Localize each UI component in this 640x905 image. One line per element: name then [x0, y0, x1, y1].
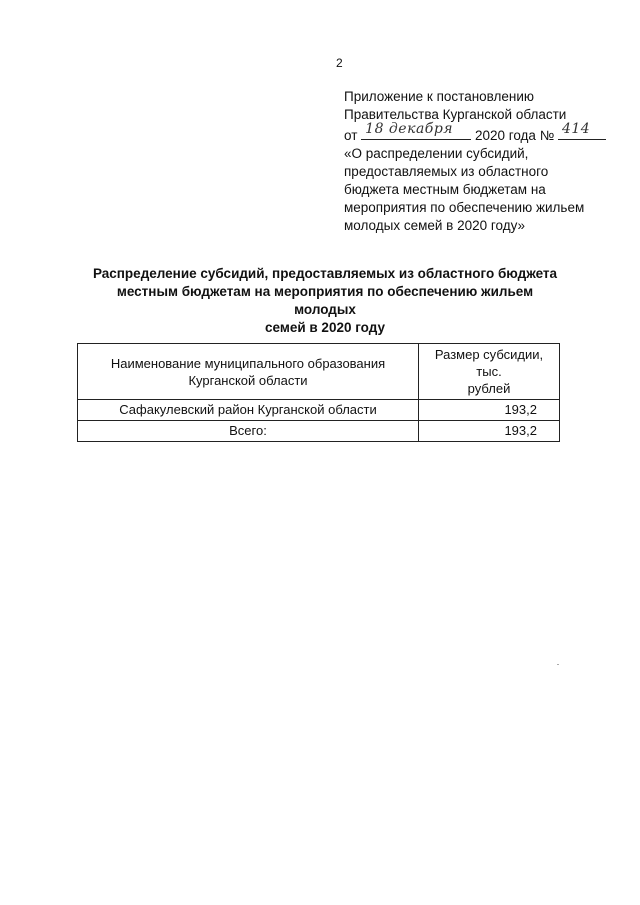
appendix-line-8: молодых семей в 2020 году»: [344, 218, 525, 233]
header-municipality-line-1: Наименование муниципального образования: [110, 355, 386, 371]
appendix-line-7: мероприятия по обеспечению жильем: [344, 200, 585, 215]
total-amount: 193,2: [419, 421, 560, 442]
row-municipality: Сафакулевский район Курганской области: [78, 400, 419, 421]
title-line-1: Распределение субсидий, предоставляемых из областного бюджета: [92, 266, 558, 281]
table-header-row: [78, 344, 560, 400]
appendix-block: [344, 88, 614, 235]
appendix-line-5: предоставляемых из областного: [344, 164, 549, 179]
page-number: 2: [336, 56, 343, 70]
appendix-line-6: бюджета местным бюджетам на: [344, 182, 546, 197]
scan-speck: [557, 664, 559, 665]
handwritten-number: 414: [561, 121, 591, 137]
appendix-line-2: Правительства Курганской области: [344, 107, 567, 122]
appendix-line-4: «О распределении субсидий,: [344, 146, 529, 161]
table-row: [78, 400, 560, 421]
header-amount-line-1: Размер субсидии, тыс.: [434, 347, 544, 379]
date-prefix: от: [344, 128, 358, 143]
document-title: [90, 265, 560, 337]
date-blank: [361, 121, 471, 140]
number-blank: [558, 121, 606, 140]
header-municipality: [78, 344, 419, 400]
appendix-line-1: Приложение к постановлению: [344, 89, 535, 104]
header-amount-line-2: рублей: [467, 381, 511, 396]
handwritten-date: 18 декабря: [365, 121, 454, 137]
total-label: Всего:: [78, 421, 419, 442]
appendix-date-line: [344, 121, 614, 145]
header-municipality-line-2: Курганской области: [188, 372, 308, 388]
title-line-2: местным бюджетам на мероприятия по обеспечению жильем молодых: [116, 284, 534, 317]
table-total-row: [78, 421, 560, 442]
title-line-3: семей в 2020 году: [265, 320, 385, 335]
date-suffix: 2020 года №: [474, 128, 555, 143]
header-amount: [419, 344, 560, 400]
subsidies-table: [77, 343, 560, 442]
row-amount: 193,2: [419, 400, 560, 421]
